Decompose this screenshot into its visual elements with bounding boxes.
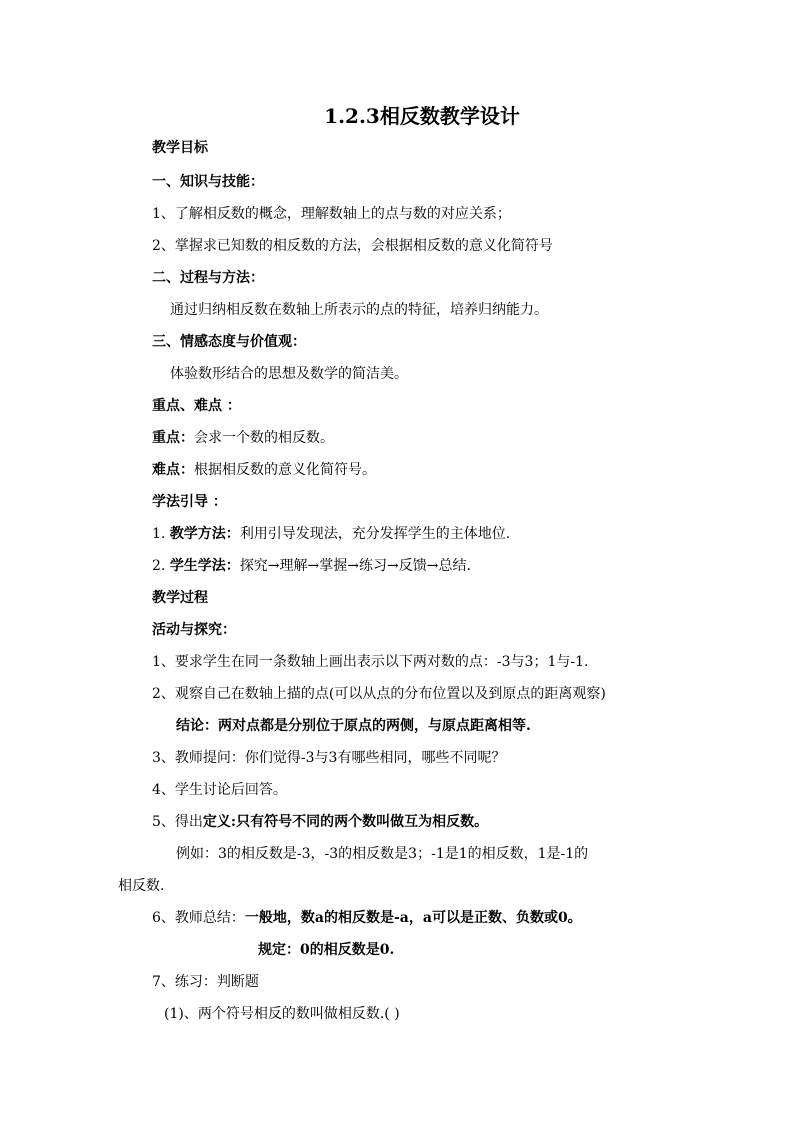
step-6-prefix: 6、教师总结： [152, 910, 245, 926]
example-line-2: 相反数. [118, 878, 165, 894]
rule: 规定：0的相反数是0. [258, 942, 395, 958]
step-3: 3、教师提问：你们觉得-3与3有哪些相同，哪些不同呢？ [152, 750, 506, 766]
knowledge-item-1: 1、了解相反数的概念，理解数轴上的点与数的对应关系； [152, 206, 511, 222]
process-method-text: 通过归纳相反数在数轴上所表示的点的特征，培养归纳能力。 [170, 302, 548, 318]
guide-item-1-number: 1. [152, 526, 166, 542]
keypoints-heading: 重点、难点 ： [152, 398, 241, 414]
activity-heading: 活动与探究： [152, 622, 236, 638]
guide-item-2-label: 学生学法： [169, 558, 240, 574]
difficulty-line [152, 460, 376, 480]
process-method-heading: 二、过程与方法： [152, 270, 264, 286]
guide-heading: 学法引导 ： [152, 494, 227, 510]
summary: 一般地，数a的相反数是-a，a可以是正数、负数或0。 [244, 910, 582, 926]
guide-item-2 [152, 556, 471, 576]
document-title: 1.2.3相反数教学设计 [324, 104, 520, 128]
teaching-process-heading: 教学过程 [152, 590, 208, 606]
emotion-text: 体验数形结合的思想及数学的简洁美。 [170, 366, 408, 382]
difficulty-text: 根据相反数的意义化简符号。 [194, 462, 376, 478]
guide-item-1-text: 利用引导发现法，充分发挥学生的主体地位. [239, 526, 511, 542]
key-point-label: 重点： [152, 430, 194, 446]
goals-heading: 教学目标 [152, 140, 208, 156]
exercise-1: (1)、两个符号相反的数叫做相反数.( ) [164, 1006, 400, 1022]
step-1: 1、要求学生在同一条数轴上画出表示以下两对数的点：-3与3；1与-1. [152, 654, 589, 670]
guide-item-1 [152, 524, 510, 544]
guide-item-2-number: 2. [152, 558, 166, 574]
key-point-line [152, 428, 334, 448]
guide-item-2-text: 探究→理解→掌握→练习→反馈→总结. [239, 558, 471, 574]
step-5-prefix: 5、得出 [152, 814, 203, 830]
step-5 [152, 812, 488, 832]
key-point-text: 会求一个数的相反数。 [194, 430, 334, 446]
step-6 [152, 908, 582, 928]
step-4: 4、学生讨论后回答。 [152, 782, 287, 798]
knowledge-item-2: 2、掌握求已知数的相反数的方法，会根据相反数的意义化简符号 [152, 238, 553, 254]
difficulty-label: 难点： [152, 462, 194, 478]
conclusion: 结论：两对点都是分别位于原点的两侧，与原点距离相等. [176, 718, 531, 734]
emotion-heading: 三、情感态度与价值观： [152, 334, 306, 350]
step-7: 7、练习：判断题 [152, 974, 259, 990]
step-2: 2、观察自己在数轴上描的点(可以从点的分布位置以及到原点的距离观察) [152, 686, 606, 702]
guide-item-1-label: 教学方法： [169, 526, 240, 542]
example-line-1: 例如：3的相反数是-3，-3的相反数是3；-1是1的相反数，1是-1的 [176, 846, 589, 862]
definition: 定义:只有符号不同的两个数叫做互为相反数。 [202, 814, 489, 830]
knowledge-heading: 一、知识与技能： [152, 174, 264, 190]
